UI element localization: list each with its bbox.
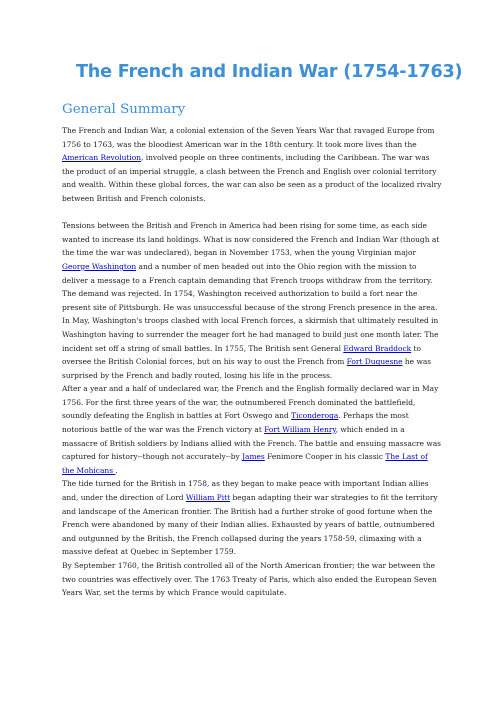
text-run: Tensions between the British and French in America had been rising for some time, as each side wanted to increase its land holdings. What is now considered the French and Indian War (though at the time the war was undeclared), began in November 1753, when the young Virginian major — [62, 221, 440, 258]
text-run: The French and Indian War, a colonial extension of the Seven Years War that ravaged Europe from 1756 to 1763, was the bloodiest American war in the 18th century. It took more lives than the — [62, 126, 435, 149]
link-last-of-the-mohicans[interactable]: The Last of the Mohicans — [62, 452, 428, 475]
paragraph-war-over — [62, 559, 442, 600]
text-run: to oversee the British Colonial forces, but on his way to oust the French from — [62, 343, 421, 367]
paragraph-tensions — [62, 219, 442, 382]
link-william-pitt[interactable]: William Pitt — [185, 493, 231, 503]
text-run: he was surprised by the French and badly routed, losing his life in the process. — [62, 357, 432, 380]
paragraph-tide-turned — [62, 477, 442, 559]
text-run: After a year and a half of undeclared war, the French and the English formally declared war in May 1756. For the first three years of the war, the outnumbered French dominated the battlefield, soundly defeating the English in battles at Fort Oswego and — [62, 384, 439, 421]
text-run: , involved people on three continents, including the Caribbean. The war was the product of an imperial struggle, a clash between the French and English over colonial territory and wealth. Within these global forces, the war can also be seen as a product of the localized rivalry between British and French colonists. — [62, 153, 442, 203]
link-james[interactable]: James — [242, 452, 265, 462]
article-body — [62, 124, 442, 600]
text-run: . Perhaps the most notorious battle of the war was the French victory at — [62, 411, 409, 435]
paragraph-declared-war — [62, 382, 442, 477]
text-run: Fenimore Cooper in his classic — [264, 452, 386, 462]
text-run: The tide turned for the British in 1758, as they began to make peace with important Indian allies and, under the direction of Lord — [62, 479, 429, 503]
link-fort-william-henry[interactable]: Fort William Henry — [264, 425, 336, 435]
link-ticonderoga[interactable]: Ticonderoga — [291, 411, 339, 421]
document-title: The French and Indian War (1754-1763) — [76, 62, 463, 82]
text-run: and a number of men headed out into the Ohio region with the mission to deliver a message to a French captain demanding that French troops withdraw from the territory. The demand was rejected. In 1754, Washington received authorization to build a fort near the present site of Pittsburgh. He was unsuccessful because of the strong French presence in the area. In May, Washington's troops clashed with local French forces, a skirmish that ultimately resulted in Washington having to surrender the meager fort he had managed to build just one month later. The incident set off a string of small battles. In 1755, The British sent General — [62, 261, 439, 353]
text-run: , which ended in a massacre of British soldiers by Indians allied with the French. The battle and ensuing massacre was captured for history--though not accurately--by — [62, 425, 441, 462]
section-heading: General Summary — [62, 102, 186, 117]
link-george-washington[interactable]: George Washington — [62, 261, 137, 271]
text-run: By September 1760, the British controlled all of the North American frontier; the war between the two countries was effectively over. The 1763 Treaty of Paris, which also ended the European Seven Years War, set the terms by which France would capitulate. — [62, 561, 437, 598]
link-american-revolution[interactable]: American Revolution — [62, 153, 141, 163]
link-edward-braddock[interactable]: Edward Braddock — [343, 343, 412, 353]
paragraph-intro — [62, 124, 442, 206]
text-run: . — [115, 465, 118, 475]
text-run: began adapting their war strategies to fit the territory and landscape of the American frontier. The British had a further stroke of good fortune when the French were abandoned by many of their Indian allies. Exhausted by years of battle, outnumbered and outgunned by the British, the French collapsed during the years 1758-59, climaxing with a massive defeat at Quebec in September 1759. — [62, 493, 438, 557]
link-fort-duquesne[interactable]: Fort Duquesne — [346, 357, 403, 367]
